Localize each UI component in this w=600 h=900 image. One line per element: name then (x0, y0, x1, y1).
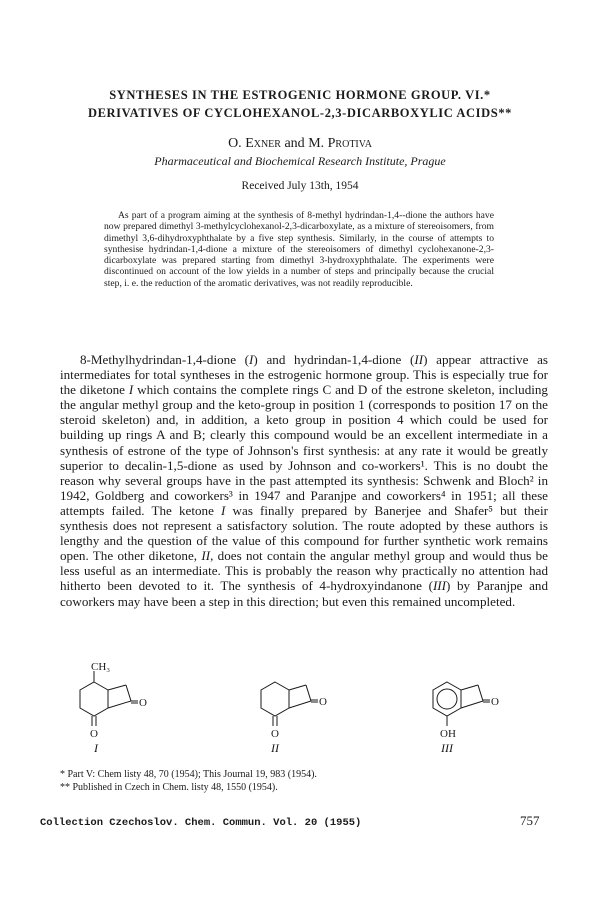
structure-I (80, 671, 138, 726)
structure-II-oxo-bottom: O (271, 728, 279, 740)
author2-initial: M. (308, 136, 328, 151)
footnotes (60, 768, 540, 794)
abstract: As part of a program aiming at the synthesis of 8-methyl hydrindan-1,4--dione the authors have now prepared dimethyl 3-methylcyclohexanol-2,3-dicarboxylate, as a mixture of stereoisomers, from dimethyl 3,6-dihydroxyphthalate by a five step synthesis. Similarly, in the course of attempts to synthesise hydrindan-1,4-dione a mixture of the stereoisomers of dimethyl cyclohexanone-2,3-dicarboxylate was prepared starting from dimethyl 3-hydroxyphthalate. The experiments were discontinued on account of the low yields in a number of steps and principally because the crucial step, i. e. the reduction of the aromatic derivatives, was not readily reproducible. (104, 210, 494, 289)
structure-II-oxo-top: O (319, 696, 327, 708)
structure-I-oxo-bottom: O (90, 728, 98, 740)
body-text: which contains the complete rings C and D of the estrone skeleton, including the angular methyl group and the keto-group in position 1 (corresponds to position 17 on the steroid skeleton) and, in addition, a keto group in position 4 which could be used for building up rings A and B; clearly this compound would be an excellent intermediate in a synthesis of estrone of the type of Johnson's first synthesis: at any rate it would be greatly superior to decalin-1,5-dione as used by Johnson and co-workers¹. This is no doubt the reason why several groups have in the past attempted its synthesis: Schwenk and Bloch² in 1942, Goldberg and coworkers³ in 1947 and Paranjpe and coworkers⁴ in 1951; all these attempts failed. The ketone (60, 382, 548, 518)
chemical-structures-figure (0, 660, 600, 760)
affiliation: Pharmaceutical and Biochemical Research Institute, Prague (154, 154, 446, 168)
structure-label-III: III (441, 741, 453, 755)
compound-ref: II (201, 548, 211, 564)
compound-ref: I (128, 382, 134, 398)
compound-ref: I (221, 502, 226, 518)
authors (0, 136, 600, 152)
compound-ref: II (414, 352, 424, 367)
footnote-1: * Part V: Chem listy 48, 70 (1954); This Journal 19, 983 (1954). (60, 769, 317, 780)
structure-III (433, 682, 490, 726)
compound-ref: I (249, 352, 254, 367)
structure-III-oxo: O (491, 696, 499, 708)
title-line-2: DERIVATIVES OF CYCLOHEXANOL-2,3-DICARBOXYLIC ACIDS** (87, 106, 513, 120)
compound-ref: III (432, 578, 447, 594)
body-text: ) by Paranjpe and coworkers may have been a step in this direction; but even this remained uncompleted. (60, 578, 548, 609)
structure-I-methyl: CH₃ (91, 661, 111, 673)
body-paragraph (60, 352, 548, 609)
body-text: was finally prepared by Banerjee and Shafer⁵ but their synthesis does not represent a satisfactory solution. The route adopted by these authors is lengthy and the question of the value of this compound for further synthetic work remains open. The other diketone, (60, 502, 548, 564)
footnote-2: ** Published in Czech in Chem. listy 48, 1550 (1954). (60, 782, 278, 793)
structure-label-II: II (271, 741, 279, 755)
structure-II (261, 682, 318, 726)
body-text: 8-Methylhydrindan-1,4-dione ( (80, 352, 250, 367)
author2-surname: Protiva (327, 136, 372, 151)
structure-III-hydroxyl: OH (440, 728, 456, 740)
title-line-1: SYNTHESES IN THE ESTROGENIC HORMONE GROUP. VI.* (109, 88, 491, 102)
body-text: ) appear attractive as intermediates for total syntheses in the estrogenic hormone group. This is especially true for the diketone (60, 352, 548, 398)
author1-surname: Exner (245, 136, 281, 151)
journal-footer: Collection Czechoslov. Chem. Commun. Vol. 20 (1955) (40, 817, 362, 829)
authors-and: and (280, 136, 309, 151)
author1-initial: O. (228, 136, 246, 151)
received-date: Received July 13th, 1954 (241, 180, 359, 192)
body-text: ) and hydrindan-1,4-dione ( (253, 352, 415, 367)
body-text: , does not contain the angular methyl group and would thus be less useful as an intermediate. This is probably the reason why practically no attention had hitherto been devoted to it. The synthesis of 4-hydroxyindanone ( (60, 548, 548, 594)
structure-I-oxo-top: O (139, 697, 147, 709)
structure-label-I: I (94, 741, 98, 755)
page-number: 757 (520, 813, 540, 828)
